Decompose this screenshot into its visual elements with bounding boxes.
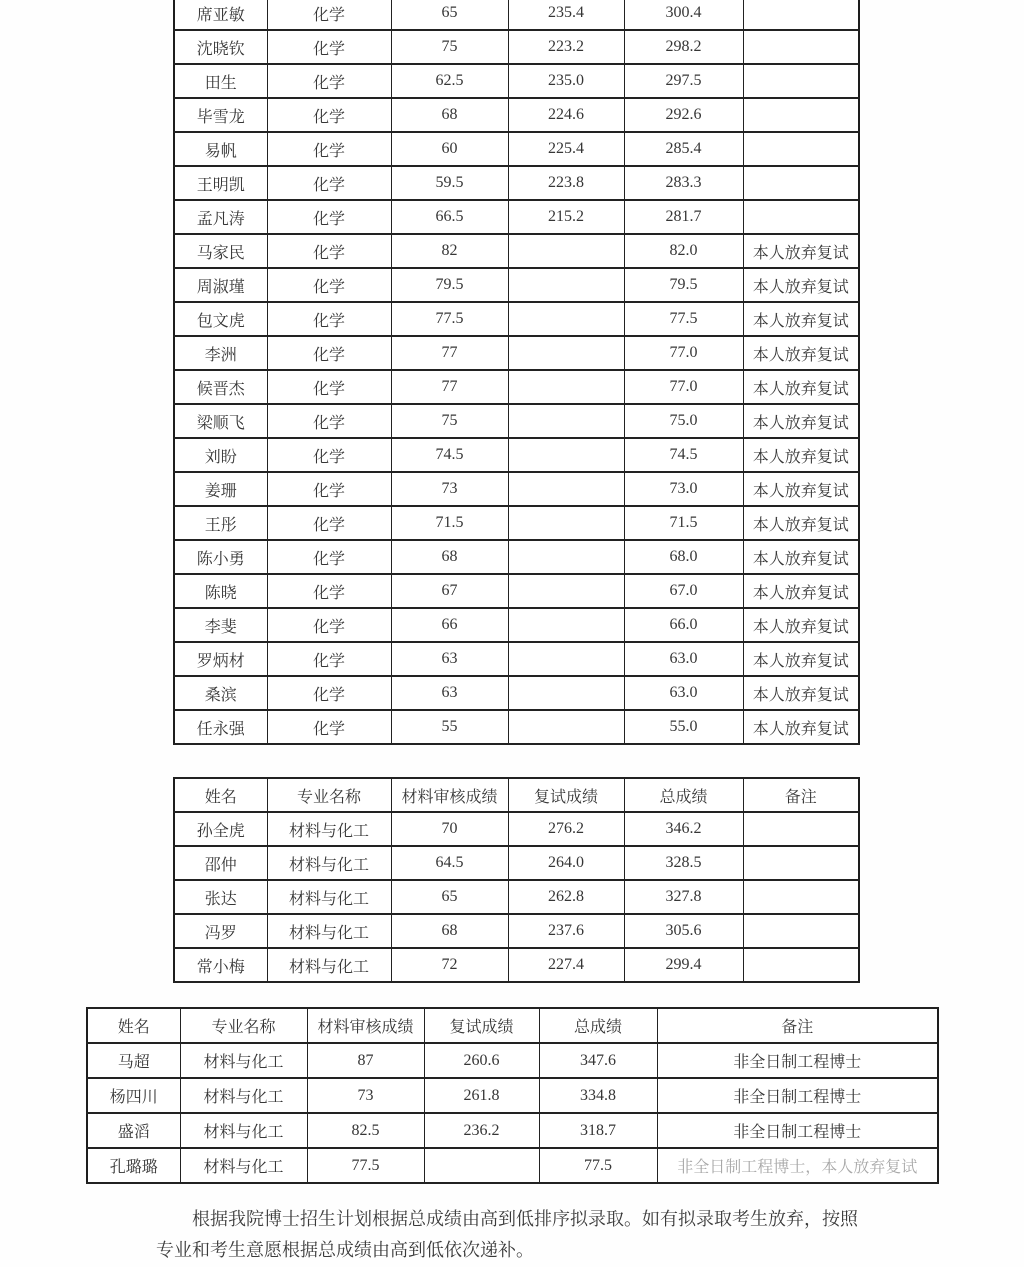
material-review-score-cell: 68	[391, 914, 508, 948]
major-cell: 化学	[267, 438, 391, 472]
chemistry-scores-table	[173, 0, 860, 745]
interview-score-cell: 215.2	[508, 200, 624, 234]
interview-score-cell: 236.2	[424, 1113, 539, 1148]
material-review-score-cell: 82.5	[307, 1113, 424, 1148]
total-score-cell: 63.0	[624, 642, 743, 676]
major-cell: 材料与化工	[267, 846, 391, 880]
name-cell: 周淑瑾	[174, 268, 267, 302]
interview-score-cell: 276.2	[508, 812, 624, 846]
material-review-score-cell: 75	[391, 404, 508, 438]
remark-cell	[743, 64, 859, 98]
remark-cell	[743, 846, 859, 880]
total-score-cell: 77.5	[539, 1148, 657, 1183]
name-cell: 冯罗	[174, 914, 267, 948]
table-row	[87, 1043, 938, 1078]
major-cell: 材料与化工	[267, 880, 391, 914]
total-score-cell: 79.5	[624, 268, 743, 302]
table-row	[174, 880, 859, 914]
major-cell: 材料与化工	[267, 948, 391, 982]
interview-score-cell	[508, 574, 624, 608]
major-cell: 化学	[267, 302, 391, 336]
total-score-cell: 285.4	[624, 132, 743, 166]
remark-cell	[743, 0, 859, 30]
table-row	[174, 608, 859, 642]
total-score-cell: 67.0	[624, 574, 743, 608]
interview-score-cell	[508, 336, 624, 370]
total-score-cell: 75.0	[624, 404, 743, 438]
remark-cell: 本人放弃复试	[743, 642, 859, 676]
interview-score-cell: 235.4	[508, 0, 624, 30]
table-row	[174, 506, 859, 540]
material-review-score-cell: 77	[391, 336, 508, 370]
table-row	[87, 1148, 938, 1183]
major-cell: 化学	[267, 642, 391, 676]
name-cell: 孙全虎	[174, 812, 267, 846]
name-cell: 盛滔	[87, 1113, 180, 1148]
interview-score-cell: 227.4	[508, 948, 624, 982]
remark-cell: 本人放弃复试	[743, 268, 859, 302]
material-review-score-cell: 66.5	[391, 200, 508, 234]
interview-score-cell	[508, 438, 624, 472]
major-cell: 化学	[267, 506, 391, 540]
table-row	[174, 710, 859, 744]
table-row	[174, 30, 859, 64]
table-row	[174, 642, 859, 676]
material-review-score-cell: 59.5	[391, 166, 508, 200]
column-header: 姓名	[87, 1008, 180, 1043]
column-header: 总成绩	[539, 1008, 657, 1043]
remark-cell: 本人放弃复试	[743, 710, 859, 744]
remark-cell	[743, 880, 859, 914]
total-score-cell: 328.5	[624, 846, 743, 880]
table-row	[174, 812, 859, 846]
material-review-score-cell: 66	[391, 608, 508, 642]
name-cell: 孔璐璐	[87, 1148, 180, 1183]
interview-score-cell: 224.6	[508, 98, 624, 132]
table-row	[174, 540, 859, 574]
table-row	[174, 948, 859, 982]
remark-cell: 非全日制工程博士	[657, 1078, 938, 1113]
column-header: 总成绩	[624, 778, 743, 812]
table-row	[174, 438, 859, 472]
admission-note	[156, 1204, 916, 1266]
name-cell: 罗炳材	[174, 642, 267, 676]
name-cell: 马超	[87, 1043, 180, 1078]
material-review-score-cell: 75	[391, 30, 508, 64]
material-review-score-cell: 63	[391, 642, 508, 676]
total-score-cell: 318.7	[539, 1113, 657, 1148]
material-review-score-cell: 64.5	[391, 846, 508, 880]
interview-score-cell: 260.6	[424, 1043, 539, 1078]
name-cell: 陈晓	[174, 574, 267, 608]
header-row	[174, 778, 859, 812]
major-cell: 化学	[267, 0, 391, 30]
remark-cell: 本人放弃复试	[743, 540, 859, 574]
column-header: 材料审核成绩	[307, 1008, 424, 1043]
material-review-score-cell: 73	[391, 472, 508, 506]
total-score-cell: 281.7	[624, 200, 743, 234]
total-score-cell: 77.0	[624, 336, 743, 370]
material-review-score-cell: 74.5	[391, 438, 508, 472]
interview-score-cell	[508, 268, 624, 302]
major-cell: 化学	[267, 166, 391, 200]
total-score-cell: 327.8	[624, 880, 743, 914]
material-review-score-cell: 82	[391, 234, 508, 268]
material-review-score-cell: 63	[391, 676, 508, 710]
major-cell: 化学	[267, 710, 391, 744]
interview-score-cell	[508, 642, 624, 676]
name-cell: 沈晓钦	[174, 30, 267, 64]
name-cell: 包文虎	[174, 302, 267, 336]
total-score-cell: 347.6	[539, 1043, 657, 1078]
admission-note-line-2: 专业和考生意愿根据总成绩由高到低依次递补。	[156, 1240, 534, 1260]
total-score-cell: 292.6	[624, 98, 743, 132]
table-row	[174, 574, 859, 608]
table-row	[174, 132, 859, 166]
table-row	[174, 64, 859, 98]
total-score-cell: 334.8	[539, 1078, 657, 1113]
interview-score-cell: 262.8	[508, 880, 624, 914]
interview-score-cell	[508, 404, 624, 438]
name-cell: 李洲	[174, 336, 267, 370]
remark-cell: 本人放弃复试	[743, 506, 859, 540]
interview-score-cell: 261.8	[424, 1078, 539, 1113]
table-row	[174, 302, 859, 336]
remark-cell: 本人放弃复试	[743, 608, 859, 642]
interview-score-cell: 235.0	[508, 64, 624, 98]
interview-score-cell	[508, 472, 624, 506]
material-review-score-cell: 67	[391, 574, 508, 608]
name-cell: 邵仲	[174, 846, 267, 880]
major-cell: 化学	[267, 404, 391, 438]
remark-cell	[743, 914, 859, 948]
name-cell: 李斐	[174, 608, 267, 642]
remark-cell: 本人放弃复试	[743, 370, 859, 404]
name-cell: 陈小勇	[174, 540, 267, 574]
interview-score-cell	[424, 1148, 539, 1183]
major-cell: 化学	[267, 268, 391, 302]
name-cell: 候晋杰	[174, 370, 267, 404]
material-review-score-cell: 72	[391, 948, 508, 982]
name-cell: 张达	[174, 880, 267, 914]
header-row	[87, 1008, 938, 1043]
remark-cell: 本人放弃复试	[743, 404, 859, 438]
interview-score-cell: 223.8	[508, 166, 624, 200]
remark-cell	[743, 30, 859, 64]
major-cell: 材料与化工	[180, 1078, 307, 1113]
remark-cell: 非全日制工程博士	[657, 1043, 938, 1078]
remark-cell: 本人放弃复试	[743, 472, 859, 506]
total-score-cell: 305.6	[624, 914, 743, 948]
table-row	[174, 234, 859, 268]
total-score-cell: 66.0	[624, 608, 743, 642]
name-cell: 田生	[174, 64, 267, 98]
interview-score-cell: 237.6	[508, 914, 624, 948]
interview-score-cell	[508, 506, 624, 540]
major-cell: 材料与化工	[180, 1043, 307, 1078]
name-cell: 常小梅	[174, 948, 267, 982]
name-cell: 马家民	[174, 234, 267, 268]
table-row	[87, 1078, 938, 1113]
major-cell: 材料与化工	[267, 812, 391, 846]
material-review-score-cell: 77	[391, 370, 508, 404]
total-score-cell: 68.0	[624, 540, 743, 574]
table-row	[174, 914, 859, 948]
total-score-cell: 55.0	[624, 710, 743, 744]
total-score-cell: 73.0	[624, 472, 743, 506]
interview-score-cell: 223.2	[508, 30, 624, 64]
remark-cell: 本人放弃复试	[743, 336, 859, 370]
interview-score-cell: 264.0	[508, 846, 624, 880]
table-row	[174, 404, 859, 438]
material-review-score-cell: 79.5	[391, 268, 508, 302]
admission-note-line-1: 根据我院博士招生计划根据总成绩由高到低排序拟录取。如有拟录取考生放弃，按照	[192, 1209, 858, 1229]
major-cell: 化学	[267, 574, 391, 608]
table-row	[174, 200, 859, 234]
material-review-score-cell: 73	[307, 1078, 424, 1113]
name-cell: 席亚敏	[174, 0, 267, 30]
name-cell: 王明凯	[174, 166, 267, 200]
total-score-cell: 74.5	[624, 438, 743, 472]
remark-cell: 非全日制工程博士	[657, 1113, 938, 1148]
total-score-cell: 298.2	[624, 30, 743, 64]
remark-cell: 本人放弃复试	[743, 302, 859, 336]
column-header: 姓名	[174, 778, 267, 812]
remark-cell	[743, 200, 859, 234]
materials-chemical-engineering-table	[173, 777, 860, 983]
total-score-cell: 283.3	[624, 166, 743, 200]
part-time-doctorate-table	[86, 1007, 939, 1184]
remark-cell	[743, 812, 859, 846]
column-header: 备注	[657, 1008, 938, 1043]
table-row	[174, 166, 859, 200]
material-review-score-cell: 77.5	[307, 1148, 424, 1183]
major-cell: 化学	[267, 234, 391, 268]
name-cell: 任永强	[174, 710, 267, 744]
remark-cell: 本人放弃复试	[743, 234, 859, 268]
material-review-score-cell: 68	[391, 98, 508, 132]
major-cell: 化学	[267, 370, 391, 404]
name-cell: 刘盼	[174, 438, 267, 472]
remark-cell: 本人放弃复试	[743, 438, 859, 472]
total-score-cell: 297.5	[624, 64, 743, 98]
interview-score-cell: 225.4	[508, 132, 624, 166]
interview-score-cell	[508, 676, 624, 710]
name-cell: 姜珊	[174, 472, 267, 506]
table-row	[174, 336, 859, 370]
major-cell: 材料与化工	[180, 1113, 307, 1148]
total-score-cell: 82.0	[624, 234, 743, 268]
table-row	[174, 370, 859, 404]
remark-cell	[743, 948, 859, 982]
remark-cell: 本人放弃复试	[743, 676, 859, 710]
major-cell: 化学	[267, 472, 391, 506]
table-row	[174, 0, 859, 30]
table-row	[174, 676, 859, 710]
interview-score-cell	[508, 370, 624, 404]
table-row	[174, 846, 859, 880]
total-score-cell: 77.0	[624, 370, 743, 404]
major-cell: 化学	[267, 200, 391, 234]
name-cell: 易帆	[174, 132, 267, 166]
material-review-score-cell: 77.5	[391, 302, 508, 336]
material-review-score-cell: 68	[391, 540, 508, 574]
total-score-cell: 300.4	[624, 0, 743, 30]
material-review-score-cell: 65	[391, 880, 508, 914]
remark-cell	[743, 166, 859, 200]
material-review-score-cell: 70	[391, 812, 508, 846]
material-review-score-cell: 60	[391, 132, 508, 166]
material-review-score-cell: 65	[391, 0, 508, 30]
column-header: 材料审核成绩	[391, 778, 508, 812]
major-cell: 材料与化工	[267, 914, 391, 948]
major-cell: 化学	[267, 30, 391, 64]
material-review-score-cell: 71.5	[391, 506, 508, 540]
material-review-score-cell: 87	[307, 1043, 424, 1078]
major-cell: 化学	[267, 676, 391, 710]
table-row	[174, 268, 859, 302]
interview-score-cell	[508, 540, 624, 574]
column-header: 专业名称	[267, 778, 391, 812]
table-row	[87, 1113, 938, 1148]
total-score-cell: 299.4	[624, 948, 743, 982]
column-header: 复试成绩	[424, 1008, 539, 1043]
interview-score-cell	[508, 710, 624, 744]
major-cell: 化学	[267, 64, 391, 98]
major-cell: 化学	[267, 336, 391, 370]
column-header: 专业名称	[180, 1008, 307, 1043]
name-cell: 毕雪龙	[174, 98, 267, 132]
interview-score-cell	[508, 234, 624, 268]
table-row	[174, 472, 859, 506]
remark-cell: 非全日制工程博士，本人放弃复试	[657, 1148, 938, 1183]
total-score-cell: 346.2	[624, 812, 743, 846]
name-cell: 孟凡涛	[174, 200, 267, 234]
table-row	[174, 98, 859, 132]
total-score-cell: 63.0	[624, 676, 743, 710]
name-cell: 梁顺飞	[174, 404, 267, 438]
material-review-score-cell: 62.5	[391, 64, 508, 98]
major-cell: 化学	[267, 608, 391, 642]
total-score-cell: 71.5	[624, 506, 743, 540]
name-cell: 王彤	[174, 506, 267, 540]
column-header: 备注	[743, 778, 859, 812]
major-cell: 化学	[267, 540, 391, 574]
interview-score-cell	[508, 302, 624, 336]
name-cell: 桑滨	[174, 676, 267, 710]
column-header: 复试成绩	[508, 778, 624, 812]
remark-cell	[743, 98, 859, 132]
material-review-score-cell: 55	[391, 710, 508, 744]
remark-cell	[743, 132, 859, 166]
remark-cell: 本人放弃复试	[743, 574, 859, 608]
interview-score-cell	[508, 608, 624, 642]
name-cell: 杨四川	[87, 1078, 180, 1113]
major-cell: 材料与化工	[180, 1148, 307, 1183]
major-cell: 化学	[267, 98, 391, 132]
total-score-cell: 77.5	[624, 302, 743, 336]
major-cell: 化学	[267, 132, 391, 166]
